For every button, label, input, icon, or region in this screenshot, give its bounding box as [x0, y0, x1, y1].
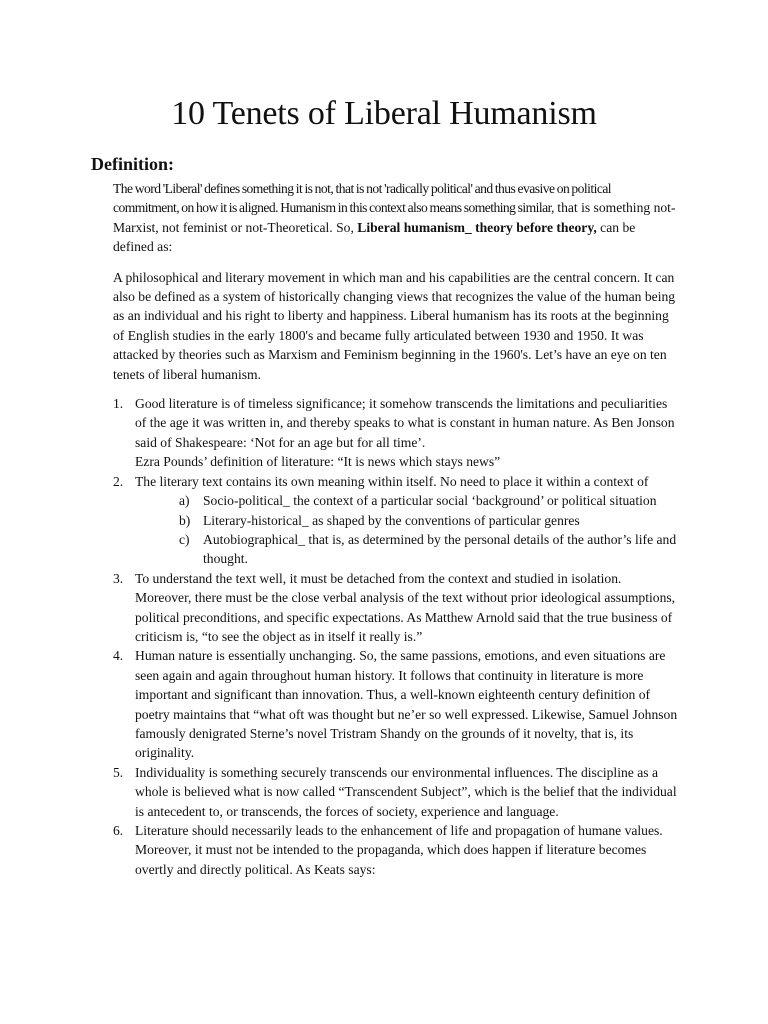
tenet-item [113, 472, 678, 569]
tenet-text: Human nature is essentially unchanging. So, the same passions, emotions, and even situations are seen again and again throughout human history. It follows that continuity in literature is more important and significant than innovation. Thus, a well-known eighteenth century definition of poetry maintains that “what oft was thought but ne’er so well expressed. Likewise, Samuel Johnson famously denigrated Sterne’s novel Tristram Shandy on the grounds of it novelty, that is, its originality. [135, 648, 678, 761]
sub-item-text: Autobiographical_ that is, as determined by the personal details of the author’s life and thought. [203, 531, 677, 567]
sub-item-text: Literary-historical_ as shaped by the conventions of particular genres [203, 512, 580, 528]
sub-item-letter: a) [179, 493, 190, 509]
sub-item-letter: b) [179, 512, 191, 528]
intro-paragraph-2: A philosophical and literary movement in which man and his capabilities are the central concern. It can also be defined as a system of historically changing views that recognizes the value of the human being as an individual and his right to liberty and happiness. Liberal humanism has its roots at the beginning of English studies in the early 1800's and became fully articulated between 1930 and 1950. It was attacked by theories such as Marxism and Feminism beginning in the 1960's. Let’s have an eye on ten tenets of liberal humanism. [113, 269, 676, 382]
definition-heading: Definition: [91, 154, 174, 174]
tenet-item [113, 569, 678, 647]
sub-item-letter: c) [179, 531, 190, 547]
tenets-list [113, 394, 678, 879]
intro-condensed-text: The word 'Liberal' defines something it is not, that is not 'radically political' and thus evasive on political commitment, on how it is aligned. Humanism in this context also means something similar, [113, 181, 612, 216]
tenet-text: To understand the text well, it must be detached from the context and studied in isolation. Moreover, there must be the close verbal analysis of the text without prior ideological assumptions, political preconditions, and specific expectations. As Matthew Arnold said that the true business of criticism is, “to see the object as in itself it really is.” [135, 570, 676, 644]
tenet-number: 6. [113, 823, 124, 838]
sub-item [179, 491, 678, 510]
tenet-item [113, 646, 678, 762]
sub-item [179, 530, 678, 569]
intro-paragraph-1 [113, 179, 678, 257]
tenet-text: Good literature is of timeless significance; it somehow transcends the limitations and peculiarities of the age it was written in, and thereby speaks to what is constant in human nature. As Ben Jonson said of Shakespeare: ‘Not for an age but for all time’. [135, 396, 675, 450]
tenet-text: Individuality is something securely transcends our environmental influences. The discipline as a whole is believed what is now called “Transcendent Subject”, which is the belief that the individual is antecedent to, or transcends, the forces of society, experience and language. [135, 764, 677, 819]
document-body [113, 179, 678, 879]
tenet-item [113, 394, 678, 472]
tenet-number: 3. [113, 570, 124, 586]
tenet-text: Literature should necessarily leads to the enhancement of life and propagation of humane values. Moreover, it must not be intended to the propaganda, which does happen if literature becomes overtly and directly political. As Keats says: [135, 823, 663, 877]
intro-bold-term: Liberal humanism_ theory before theory, [357, 219, 597, 235]
tenet-number: 2. [113, 473, 124, 489]
tenet-text: The literary text contains its own meaning within itself. No need to place it within a context of [135, 473, 649, 489]
sub-item [179, 511, 678, 530]
tenet-item [113, 821, 678, 879]
document-title: 10 Tenets of Liberal Humanism [171, 95, 597, 132]
intro-plain-text: that is something not-Marxist, not feminist or not-Theoretical. So, [113, 200, 676, 235]
sub-item-text: Socio-political_ the context of a particular social ‘background’ or political situation [203, 493, 657, 509]
tenet-number: 5. [113, 764, 124, 780]
tenet-sub-list [135, 491, 678, 569]
tenet-number: 4. [113, 648, 124, 664]
tenet-extra-text: Ezra Pounds’ definition of literature: “It is news which stays news” [135, 454, 501, 470]
tenet-item [113, 763, 678, 821]
tenet-number: 1. [113, 396, 124, 412]
intro-tail-text: can be defined as: [113, 219, 636, 255]
